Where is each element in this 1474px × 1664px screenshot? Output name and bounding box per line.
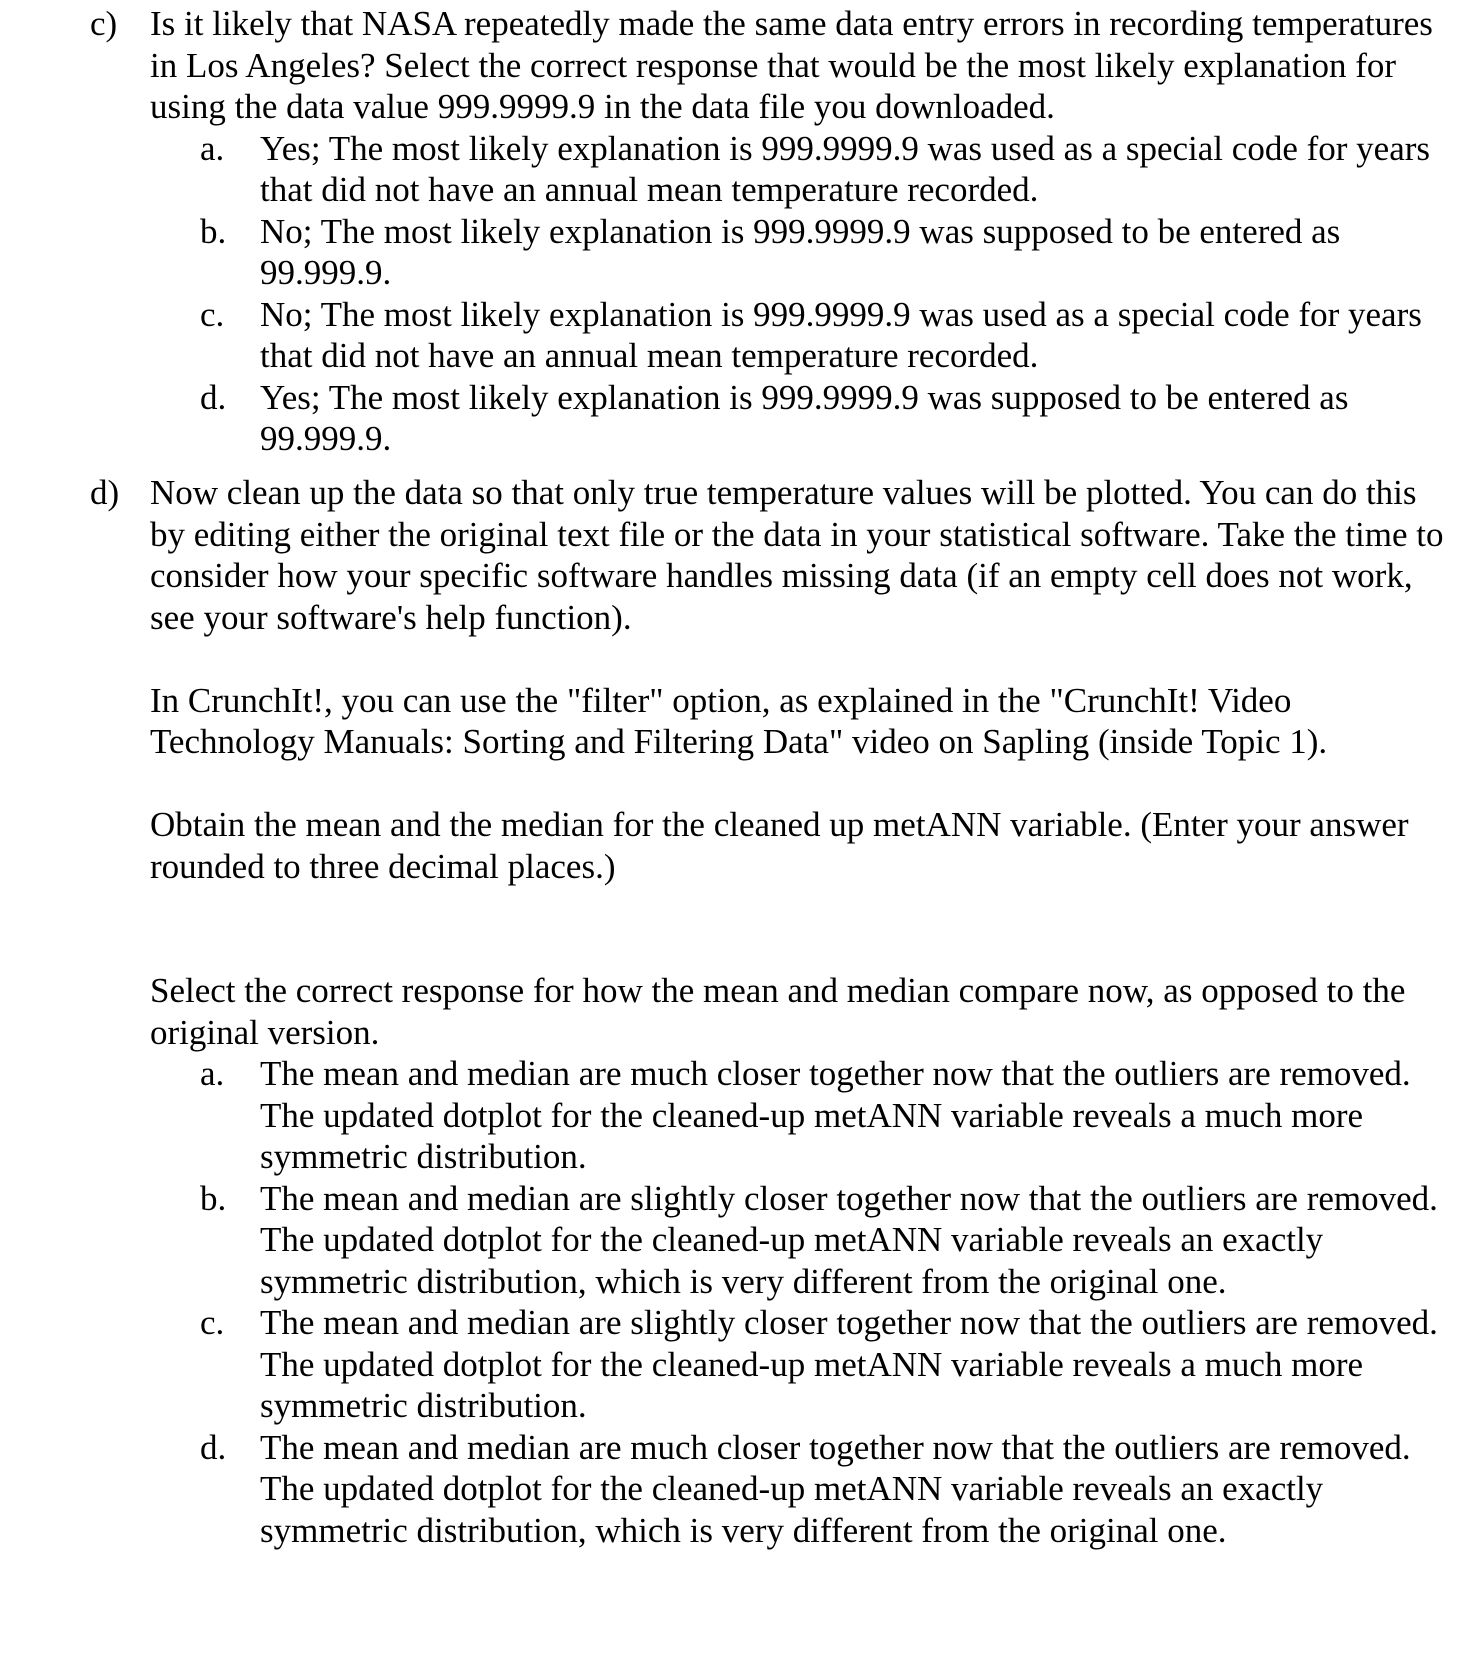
question-d-label: d) <box>90 473 120 512</box>
question-d-option-a[interactable] <box>150 1053 1455 1178</box>
spacer <box>150 887 1455 970</box>
option-text: No; The most likely explanation is 999.9999.9 was used as a special code for years that did not have an annual mean temperature recorded. <box>260 294 1422 375</box>
option-text: The mean and median are slightly closer together now that the outliers are removed. The updated dotplot for the cleaned-up metANN variable reveals a much more symmetric distribution. <box>260 1303 1438 1425</box>
option-text: No; The most likely explanation is 999.9999.9 was supposed to be entered as 99.999.9. <box>260 211 1341 292</box>
option-text: The mean and median are slightly closer together now that the outliers are removed. The updated dotplot for the cleaned-up metANN variable reveals an exactly symmetric distribution, which is very different from the original one. <box>260 1178 1438 1301</box>
option-letter: a. <box>200 1054 225 1093</box>
question-d-paragraph-2: In CrunchIt!, you can use the "filter" option, as explained in the "CrunchIt! Video Technology Manuals: Sorting and Filtering Data" video on Sapling (inside Topic 1). <box>150 680 1328 761</box>
question-c-option-d[interactable] <box>150 377 1455 460</box>
option-letter: a. <box>200 128 225 168</box>
spacer <box>150 638 1455 680</box>
option-letter: b. <box>200 211 227 251</box>
question-c <box>150 3 1455 460</box>
question-c-option-c[interactable] <box>150 294 1455 377</box>
question-d-paragraph-1: Now clean up the data so that only true temperature values will be plotted. You can do this by editing either the original text file or the data in your statistical software. Take the time to consider how your specific software handles missing data (if an empty cell does not work, see your software's help function). <box>150 473 1444 637</box>
question-d-option-b[interactable] <box>150 1178 1455 1303</box>
question-d-option-d[interactable] <box>150 1427 1455 1552</box>
question-c-option-a[interactable] <box>150 128 1455 211</box>
option-text: Yes; The most likely explanation is 999.9999.9 was supposed to be entered as 99.999.9. <box>260 377 1349 458</box>
option-letter: d. <box>200 1427 227 1467</box>
question-c-label: c) <box>90 4 118 43</box>
question-c-options <box>150 128 1455 460</box>
question-d-options <box>150 1053 1455 1551</box>
option-letter: d. <box>200 377 227 417</box>
option-text: The mean and median are much closer together now that the outliers are removed. The updated dotplot for the cleaned-up metANN variable reveals an exactly symmetric distribution, which is very different from the original one. <box>260 1427 1411 1550</box>
question-d <box>150 472 1455 1551</box>
option-text: Yes; The most likely explanation is 999.9999.9 was used as a special code for years that did not have an annual mean temperature recorded. <box>260 128 1431 209</box>
spacer <box>150 763 1455 805</box>
question-d-option-c[interactable] <box>150 1302 1455 1427</box>
question-c-prompt: Is it likely that NASA repeatedly made the same data entry errors in recording temperatures in Los Angeles? Select the correct response that would be the most likely explanation for using the data value 999.9999.9 in the data file you downloaded. <box>150 4 1433 126</box>
option-letter: c. <box>200 294 225 334</box>
question-d-paragraph-3: Obtain the mean and the median for the cleaned up metANN variable. (Enter your answer rounded to three decimal places.) <box>150 805 1409 886</box>
question-c-option-b[interactable] <box>150 211 1455 294</box>
question-d-paragraph-4: Select the correct response for how the mean and median compare now, as opposed to the original version. <box>150 971 1406 1052</box>
option-letter: b. <box>200 1178 227 1218</box>
option-letter: c. <box>200 1303 225 1342</box>
option-text: The mean and median are much closer together now that the outliers are removed. The updated dotplot for the cleaned-up metANN variable reveals a much more symmetric distribution. <box>260 1054 1411 1176</box>
